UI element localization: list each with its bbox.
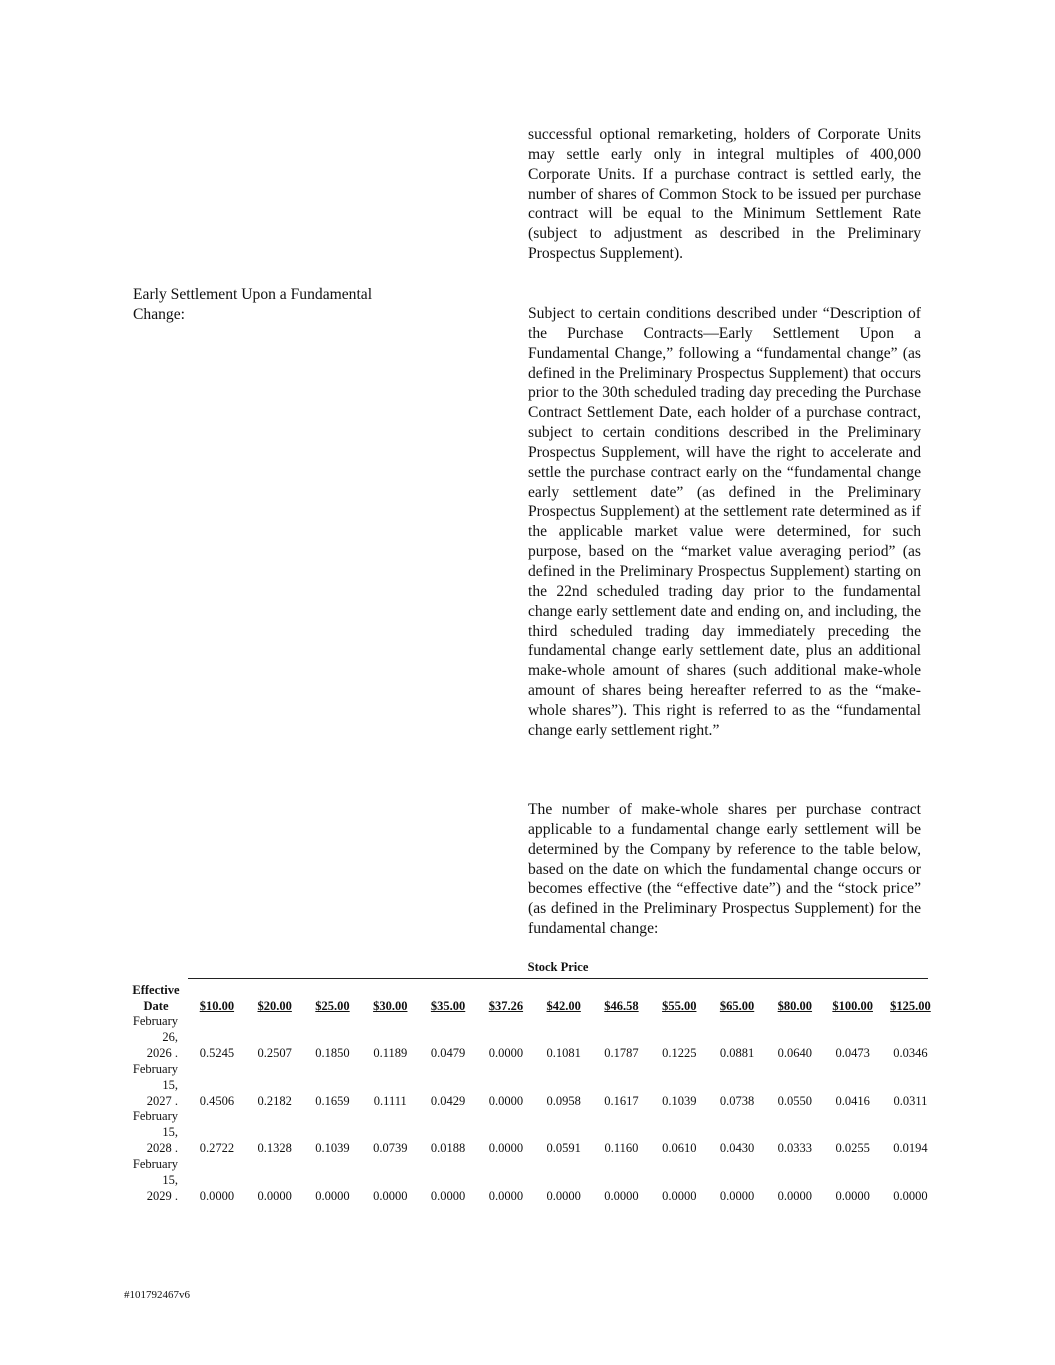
stock-price-header: $65.00 [719, 998, 755, 1013]
date-line: 15, [162, 1125, 178, 1140]
effective-date-header-line: Date [143, 998, 169, 1013]
value-cell: 0.5245 [199, 1045, 235, 1060]
value-cell: 0.4506 [199, 1093, 235, 1108]
value-cell: 0.1787 [604, 1045, 639, 1060]
date-line: 15, [162, 1077, 178, 1092]
value-cell: 0.0000 [430, 1188, 466, 1203]
stock-price-header: $55.00 [662, 998, 697, 1013]
paragraph-remarketing-settlement: successful optional remarketing, holders of Corporate Units may settle early only in integral multiples of 400,000 Corporate Units. If a purchase contract is settled early, the number of shares of Common Stock to be issued per purchase contract will be equal to the Minimum Settlement Rate (subject to adjustment as described in the Preliminary Prospectus Supplement). [528, 126, 921, 263]
value-cell: 0.0194 [893, 1141, 928, 1156]
value-cell: 0.0739 [373, 1141, 408, 1156]
value-cell: 0.0000 [488, 1141, 524, 1156]
value-cell: 0.0000 [719, 1188, 755, 1203]
value-cell: 0.0430 [719, 1141, 755, 1156]
stock-price-header: $125.00 [890, 998, 931, 1013]
value-cell: 0.0429 [430, 1093, 466, 1108]
value-cell: 0.0881 [719, 1045, 755, 1060]
date-line: 2028 . [146, 1141, 178, 1156]
value-cell: 0.0000 [257, 1188, 292, 1203]
stock-price-header: $20.00 [257, 998, 292, 1013]
value-cell: 0.2722 [199, 1141, 235, 1156]
document-id-footer: #101792467v6 [124, 1289, 190, 1301]
value-cell: 0.0000 [373, 1188, 408, 1203]
value-cell: 0.1039 [315, 1141, 350, 1156]
table-row [124, 1109, 939, 1157]
value-cell: 0.1328 [257, 1141, 292, 1156]
value-cell: 0.0416 [835, 1093, 870, 1108]
make-whole-shares-table [124, 983, 939, 1205]
value-cell: 0.1111 [373, 1093, 407, 1108]
date-line: February [132, 1014, 178, 1028]
date-line: February [132, 1109, 178, 1124]
value-cell: 0.1039 [662, 1093, 697, 1108]
stock-price-header: $42.00 [546, 998, 581, 1013]
value-cell: 0.0311 [893, 1093, 928, 1108]
stock-price-header: $10.00 [199, 998, 235, 1013]
value-cell: 0.1189 [373, 1045, 408, 1060]
value-cell: 0.0333 [777, 1141, 813, 1156]
value-cell: 0.0000 [835, 1188, 870, 1203]
effective-date-cell [124, 1062, 188, 1110]
effective-date-cell [124, 1157, 188, 1205]
value-cell: 0.1617 [604, 1093, 639, 1108]
value-cell: 0.1659 [315, 1093, 350, 1108]
value-cell: 0.0000 [315, 1188, 350, 1203]
value-cell: 0.1850 [315, 1045, 350, 1060]
table-row [124, 1062, 939, 1110]
stock-price-group-header: Stock Price [188, 960, 928, 979]
value-cell: 0.1225 [662, 1045, 697, 1060]
paragraph-make-whole-intro: The number of make-whole shares per purchase contract applicable to a fundamental change early settlement will be determined by the Company by reference to the table below, based on the date on which the fundamental change occurs or becomes effective (the “effective date”) and the “stock price” (as defined in the Preliminary Prospectus Supplement) for the fundamental change: [528, 801, 921, 938]
value-cell: 0.0188 [430, 1141, 466, 1156]
value-cell: 0.1081 [546, 1045, 581, 1060]
value-cell: 0.0000 [199, 1188, 235, 1203]
value-cell: 0.0000 [662, 1188, 697, 1203]
date-line: 2029 . [146, 1188, 178, 1203]
value-cell: 0.0610 [662, 1141, 697, 1156]
stock-price-header: $46.58 [604, 998, 639, 1013]
value-cell: 0.0000 [777, 1188, 813, 1203]
value-cell: 0.0000 [546, 1188, 581, 1203]
effective-date-header [124, 983, 188, 1014]
value-cell: 0.0473 [835, 1045, 870, 1060]
date-line: 2026 . [146, 1045, 178, 1060]
stock-price-header: $25.00 [315, 998, 350, 1013]
value-cell: 0.0000 [488, 1045, 524, 1060]
value-cell: 0.2507 [257, 1045, 292, 1060]
effective-date-cell [124, 1109, 188, 1157]
value-cell: 0.0000 [488, 1093, 524, 1108]
value-cell: 0.0550 [777, 1093, 813, 1108]
date-line: February [132, 1061, 178, 1076]
value-cell: 0.0640 [777, 1045, 813, 1060]
value-cell: 0.0591 [546, 1141, 581, 1156]
value-cell: 0.0346 [893, 1045, 928, 1060]
value-cell: 0.0000 [488, 1188, 524, 1203]
value-cell: 0.0738 [719, 1093, 755, 1108]
effective-date-header-line: Effective [132, 983, 180, 997]
section-label-early-settlement: Early Settlement Upon a Fundamental Change: [133, 286, 373, 323]
value-cell: 0.0000 [604, 1188, 639, 1203]
value-cell: 0.0000 [893, 1188, 928, 1203]
value-cell: 0.0479 [430, 1045, 466, 1060]
stock-price-header: $35.00 [430, 998, 466, 1013]
date-line: February [132, 1157, 178, 1172]
table-header-row [124, 983, 939, 1014]
stock-price-header: $30.00 [373, 998, 408, 1013]
date-line: 26, [162, 1029, 178, 1044]
stock-price-header: $80.00 [777, 998, 813, 1013]
effective-date-cell [124, 1014, 188, 1062]
date-line: 15, [162, 1173, 178, 1188]
value-cell: 0.2182 [257, 1093, 292, 1108]
date-line: 2027 . [146, 1093, 178, 1108]
stock-price-header: $100.00 [832, 998, 873, 1013]
table-row [124, 1014, 939, 1062]
value-cell: 0.1160 [604, 1141, 639, 1156]
table-row [124, 1157, 939, 1205]
paragraph-fundamental-change: Subject to certain conditions described under “Description of the Purchase Contracts—Early Settlement Upon a Fundamental Change,” following a “fundamental change” (as defined in the Preliminary Prospectus Supplement) that occurs prior to the 30th scheduled trading day preceding the Purchase Contract Settlement Date, each holder of a purchase contract, subject to certain conditions described in the Preliminary Prospectus Supplement, will have the right to accelerate and settle the purchase contract early on the “fundamental change early settlement date” (as defined in the Preliminary Prospectus Supplement) at the settlement rate determined as if the applicable market value were determined, for such purpose, based on the “market value averaging period” (as defined in the Preliminary Prospectus Supplement) starting on the 22nd scheduled trading day prior to the fundamental change early settlement date and ending on, and including, the third scheduled trading day immediately preceding the fundamental change early settlement date, plus an additional make-whole amount of shares (such additional make-whole amount of shares being hereafter referred to as the “make-whole shares”). This right is referred to as the “fundamental change early settlement right.” [528, 305, 921, 739]
value-cell: 0.0958 [546, 1093, 581, 1108]
stock-price-header: $37.26 [488, 998, 524, 1013]
value-cell: 0.0255 [835, 1141, 870, 1156]
